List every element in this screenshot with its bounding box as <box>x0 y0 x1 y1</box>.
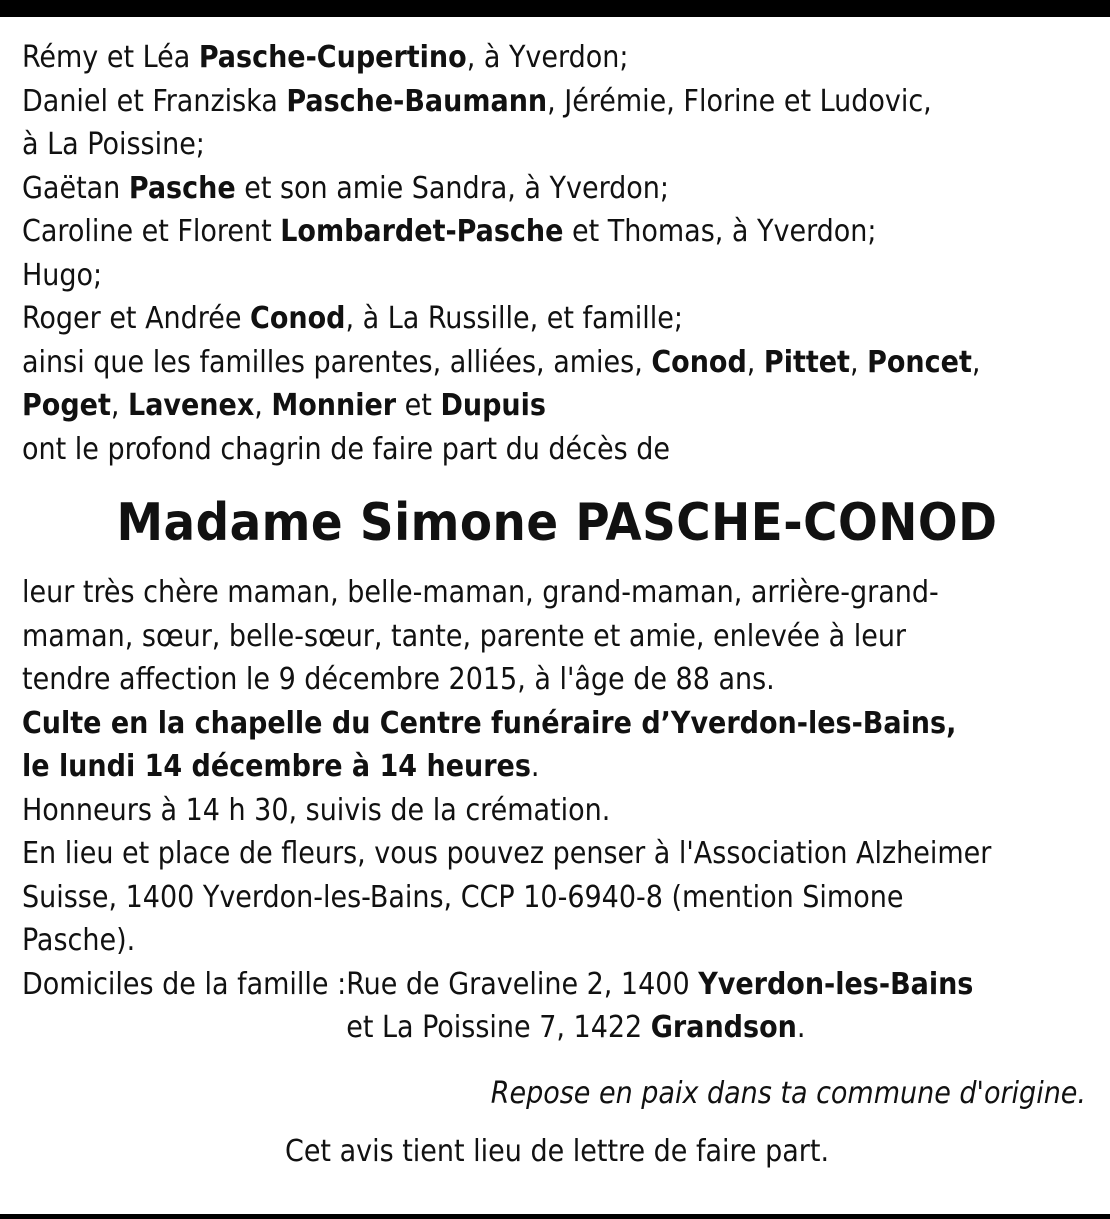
announcement-line: ont le profond chagrin de faire part du décès de <box>22 431 671 467</box>
family-line-text: Daniel et Franziska <box>22 83 287 119</box>
relative-surname: Monnier <box>271 388 397 423</box>
bottom-rule <box>0 1214 1110 1219</box>
family-line-text: Roger et Andrée <box>22 301 251 336</box>
family-surname: Lombardet-Pasche <box>280 214 564 249</box>
family-line <box>22 210 1092 254</box>
service-line <box>22 745 1092 789</box>
relative-surname: Poncet <box>867 344 972 380</box>
description-line: leur très chère maman, belle-maman, grand-maman, arrière-grand- <box>22 575 939 610</box>
family-line-text: Gaëtan <box>22 170 129 206</box>
top-rule <box>0 0 1110 17</box>
family-surname: Pasche-Baumann <box>286 83 548 119</box>
address-block <box>346 963 973 1050</box>
details <box>22 789 1092 963</box>
family-line-text: et Thomas, à Yverdon; <box>563 214 877 249</box>
relative-surname: Lavenex <box>128 388 255 423</box>
address-punctuation: . <box>796 1010 806 1045</box>
address-town: Grandson <box>650 1010 797 1045</box>
family-address <box>22 963 1092 1050</box>
separator: , <box>849 344 868 380</box>
address-town: Yverdon-les-Bains <box>698 966 974 1002</box>
family-list <box>22 36 1092 471</box>
details-line: En lieu et place de fleurs, vous pouvez penser à l'Association Alzheimer <box>22 836 992 871</box>
family-line-text: Rémy et Léa <box>22 40 199 75</box>
service-line <box>22 702 1092 746</box>
relative-surname: Pittet <box>763 344 850 380</box>
details-line: Honneurs à 14 h 30, suivis de la crémation. <box>22 792 611 828</box>
separator: et <box>396 388 441 423</box>
obituary-notice <box>22 36 1092 1174</box>
address-line <box>346 1006 973 1050</box>
family-surname: Pasche <box>128 170 236 206</box>
description-line: tendre affection le 9 décembre 2015, à l'âge de 88 ans. <box>22 662 775 697</box>
relative-surname: Poget <box>22 388 111 423</box>
separator: , <box>971 344 981 380</box>
family-line <box>22 167 1092 211</box>
family-line-text: à La Poissine; <box>22 127 205 162</box>
relative-surname: Conod <box>651 344 747 380</box>
separator: , <box>254 388 272 423</box>
family-line-text: , à La Russille, et famille; <box>345 301 684 336</box>
address-line <box>346 963 973 1007</box>
family-line <box>22 254 1092 298</box>
address-label: Domiciles de la famille : <box>22 966 347 1002</box>
family-line <box>22 123 1092 167</box>
family-line-text: Caroline et Florent <box>22 214 281 249</box>
address-text: Rue de Graveline 2, 1400 <box>346 966 699 1002</box>
service-punctuation: . <box>530 749 540 784</box>
relatives-line <box>22 384 1092 428</box>
family-line <box>22 80 1092 124</box>
deceased-name: Madame Simone PASCHE-CONOD <box>116 493 998 553</box>
family-line-text: , à Yverdon; <box>466 40 629 75</box>
separator: , <box>746 344 764 380</box>
family-line-text: , Jérémie, Florine et Ludovic, <box>547 83 932 119</box>
details-line: Suisse, 1400 Yverdon-les-Bains, CCP 10-6940-8 (mention Simone <box>22 879 904 915</box>
address-text: et La Poissine 7, 1422 <box>346 1010 651 1045</box>
service-info <box>22 702 1092 789</box>
family-line-text: et son amie Sandra, à Yverdon; <box>235 170 670 206</box>
description <box>22 571 1092 702</box>
service-location: Culte en la chapelle du Centre funéraire d’Yverdon-les-Bains, <box>22 705 957 741</box>
family-line <box>22 297 1092 341</box>
relative-surname: Dupuis <box>440 388 546 423</box>
footer-note: Cet avis tient lieu de lettre de faire part. <box>284 1133 830 1169</box>
relatives-intro: ainsi que les familles parentes, alliées, amies, <box>22 344 652 380</box>
separator: , <box>110 388 128 423</box>
relatives-line <box>22 341 1092 385</box>
motto: Repose en paix dans ta commune d'origine. <box>490 1075 1086 1111</box>
family-surname: Pasche-Cupertino <box>198 40 467 75</box>
service-date: le lundi 14 décembre à 14 heures <box>22 749 531 784</box>
family-line <box>22 36 1092 80</box>
details-line: Pasche). <box>22 923 136 958</box>
description-line: maman, sœur, belle-sœur, tante, parente et amie, enlevée à leur <box>22 618 907 654</box>
family-surname: Conod <box>250 301 346 336</box>
family-line-text: Hugo; <box>22 257 103 293</box>
